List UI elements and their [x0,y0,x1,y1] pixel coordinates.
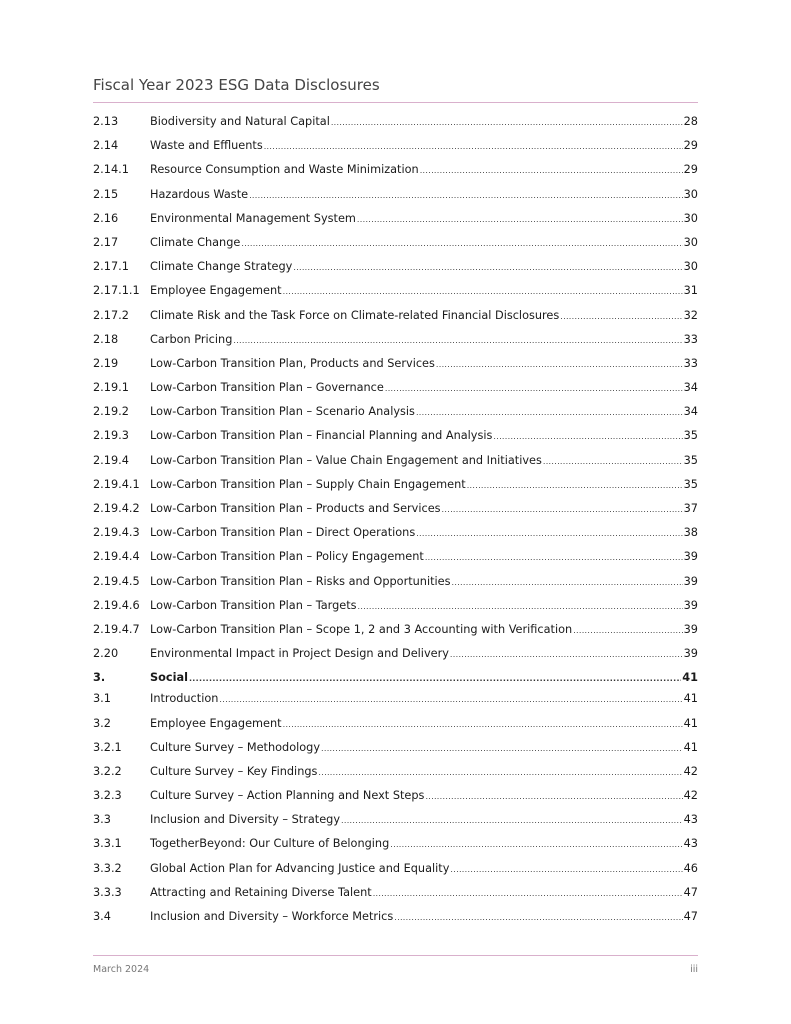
toc-entry-page: 47 [683,910,698,923]
page-header-title: Fiscal Year 2023 ESG Data Disclosures [93,76,380,94]
toc-entry-number: 2.17.2 [93,308,129,322]
toc-dot-leader [233,334,682,348]
toc-entry-title: Employee Engagement [150,716,282,730]
toc-entry[interactable] [93,163,698,187]
toc-entry-page: 39 [683,598,698,612]
toc-entry-number: 2.19.4 [93,453,129,467]
toc-entry-page: 38 [683,526,698,540]
toc-entry-page: 29 [683,139,698,153]
toc-entry-title: Low-Carbon Transition Plan – Products and Services [150,502,441,515]
toc-entry[interactable] [93,454,698,478]
toc-entry[interactable] [93,284,698,308]
toc-entry-title: Resource Consumption and Waste Minimization [150,163,419,177]
toc-entry-page: 43 [683,813,698,827]
toc-entry-number: 2.19.4.2 [93,502,140,515]
toc-entry-page: 30 [683,235,698,249]
toc-entry[interactable] [93,357,698,381]
toc-entry-number: 2.19.4.3 [93,526,140,540]
toc-dot-leader [416,406,683,420]
toc-dot-leader [318,766,682,780]
toc-dot-leader [436,358,683,372]
toc-dot-leader [293,261,682,275]
toc-entry-page: 31 [683,284,698,298]
toc-entry-number: 2.19.4.4 [93,550,140,564]
toc-entry[interactable] [93,115,698,139]
toc-entry[interactable] [93,550,698,574]
toc-entry[interactable] [93,309,698,333]
toc-entry-title: Inclusion and Diversity – Workforce Metrics [150,910,394,923]
toc-dot-leader [373,887,683,901]
toc-entry-title: Global Action Plan for Advancing Justice and Equality [150,861,450,875]
toc-entry-number: 2.13 [93,115,119,128]
toc-entry-page: 41 [683,716,698,730]
toc-dot-leader [358,600,683,614]
toc-dot-leader [341,814,683,828]
toc-entry-title: Employee Engagement [150,284,282,298]
footer-divider [93,955,698,956]
toc-entry[interactable] [93,429,698,453]
toc-dot-leader [283,285,683,299]
toc-dot-leader [241,237,682,251]
toc-entry[interactable] [93,862,698,886]
toc-dot-leader [543,455,683,469]
toc-dot-leader [450,648,683,662]
toc-entry[interactable] [93,526,698,550]
toc-entry-page: 39 [683,647,698,661]
toc-entry-page: 28 [683,115,698,128]
toc-dot-leader [219,693,682,707]
toc-entry-page: 33 [683,332,698,346]
toc-entry-title: Environmental Management System [150,211,356,225]
toc-entry[interactable] [93,910,698,934]
toc-entry-number: 2.18 [93,332,119,346]
toc-dot-leader [560,310,682,324]
toc-entry-title: Inclusion and Diversity – Strategy [150,813,341,827]
toc-entry[interactable] [93,236,698,260]
toc-entry-title: Social [150,671,188,685]
toc-dot-leader [385,382,683,396]
toc-entry-number: 2.19.4.5 [93,574,140,588]
toc-entry[interactable] [93,502,698,526]
toc-entry-page: 42 [683,789,698,803]
toc-entry[interactable] [93,765,698,789]
toc-dot-leader [442,503,683,517]
toc-entry[interactable] [93,139,698,163]
footer-date: March 2024 [93,964,150,975]
toc-entry-title: Culture Survey – Action Planning and Next Steps [150,789,425,803]
toc-entry-title: Low-Carbon Transition Plan – Supply Chain Engagement [150,477,466,491]
toc-entry-title: Carbon Pricing [150,332,233,346]
toc-entry-number: 2.19.3 [93,429,129,443]
toc-entry-title: Low-Carbon Transition Plan – Value Chain Engagement and Initiatives [150,453,542,467]
toc-entry-title: TogetherBeyond: Our Culture of Belonging [150,837,390,851]
toc-entry[interactable] [93,886,698,910]
toc-entry-title: Waste and Effluents [150,139,263,153]
toc-entry-page: 39 [683,622,698,636]
toc-dot-leader [573,624,682,638]
toc-entry[interactable] [93,599,698,623]
toc-entry[interactable] [93,789,698,813]
toc-entry-number: 3.3.1 [93,837,122,851]
toc-entry-number: 2.20 [93,647,119,661]
toc-dot-leader [425,551,683,565]
toc-entry-number: 2.17.1.1 [93,284,140,298]
toc-entry-number: 3.2 [93,716,111,730]
toc-entry-number: 2.19.2 [93,405,129,419]
toc-entry[interactable] [93,333,698,357]
toc-entry-page: 37 [683,502,698,515]
toc-entry-page: 30 [683,187,698,201]
toc-entry-number: 2.17.1 [93,260,129,274]
toc-entry-page: 41 [682,671,698,685]
toc-entry[interactable] [93,381,698,405]
toc-entry-page: 29 [683,163,698,177]
toc-entry[interactable] [93,188,698,212]
toc-dot-leader [493,430,682,444]
toc-entry-number: 3.3 [93,813,111,827]
toc-entry[interactable] [93,837,698,861]
toc-dot-leader [331,116,683,130]
toc-entry[interactable] [93,647,698,671]
toc-dot-leader [357,213,683,227]
toc-entry-title: Introduction [150,692,219,706]
toc-entry-title: Climate Change [150,235,241,249]
toc-dot-leader [390,838,682,852]
toc-entry-page: 39 [683,550,698,564]
toc-dot-leader [264,140,683,154]
toc-entry-number: 3.4 [93,910,111,923]
toc-entry-number: 3. [93,671,106,685]
toc-entry-number: 2.19.4.6 [93,598,140,612]
toc-dot-leader [394,911,682,925]
toc-entry-page: 35 [683,477,698,491]
header-divider [93,102,698,103]
toc-entry-page: 34 [683,405,698,419]
toc-entry-page: 33 [683,356,698,370]
toc-dot-leader [467,479,683,493]
toc-entry-number: 2.14.1 [93,163,129,177]
toc-entry-title: Low-Carbon Transition Plan – Governance [150,381,384,395]
toc-entry[interactable] [93,692,698,716]
toc-entry-page: 30 [683,260,698,274]
toc-entry-title: Low-Carbon Transition Plan – Policy Engagement [150,550,424,564]
toc-dot-leader [450,863,682,877]
toc-entry-number: 3.3.3 [93,885,122,899]
toc-entry[interactable] [93,212,698,236]
toc-entry[interactable] [93,260,698,284]
toc-entry-title: Low-Carbon Transition Plan – Scenario Analysis [150,405,415,419]
toc-entry-page: 35 [683,453,698,467]
toc-entry-title: Low-Carbon Transition Plan – Scope 1, 2 and 3 Accounting with Verification [150,622,573,636]
toc-dot-leader [452,576,683,590]
toc-entry-title: Culture Survey – Key Findings [150,764,318,778]
toc-entry-number: 2.19.4.7 [93,622,140,636]
toc-entry-page: 43 [683,837,698,851]
toc-entry-number: 2.14 [93,139,119,153]
toc-entry-number: 3.3.2 [93,861,122,875]
toc-entry-page: 35 [683,429,698,443]
toc-dot-leader [420,164,683,178]
toc-entry-page: 30 [683,211,698,225]
toc-entry-title: Low-Carbon Transition Plan – Risks and Opportunities [150,574,451,588]
toc-entry-number: 3.2.2 [93,764,122,778]
toc-entry-title: Hazardous Waste [150,187,249,201]
toc-entry-title: Low-Carbon Transition Plan – Financial Planning and Analysis [150,429,493,443]
toc-dot-leader [321,742,683,756]
toc-entry[interactable] [93,405,698,429]
toc-entry-title: Climate Risk and the Task Force on Climate-related Financial Disclosures [150,308,560,322]
toc-entry-number: 2.19.4.1 [93,477,140,491]
toc-entry-title: Biodiversity and Natural Capital [150,115,330,128]
toc-entry[interactable] [93,813,698,837]
toc-entry-title: Low-Carbon Transition Plan, Products and Services [150,356,435,370]
toc-entry-page: 39 [683,574,698,588]
toc-entry-number: 2.16 [93,211,119,225]
toc-dot-leader [189,672,681,686]
toc-entry[interactable] [93,478,698,502]
toc-entry-number: 2.17 [93,235,119,249]
table-of-contents [93,115,698,934]
toc-entry-title: Low-Carbon Transition Plan – Targets [150,598,357,612]
toc-entry-page: 32 [683,308,698,322]
toc-dot-leader [416,527,682,541]
toc-entry-title: Low-Carbon Transition Plan – Direct Operations [150,526,416,540]
toc-entry-number: 2.19.1 [93,381,129,395]
toc-dot-leader [283,718,683,732]
toc-entry-number: 2.19 [93,356,119,370]
toc-entry[interactable] [93,623,698,647]
toc-entry-page: 41 [683,740,698,754]
toc-entry[interactable] [93,671,698,692]
toc-entry[interactable] [93,717,698,741]
toc-entry-title: Climate Change Strategy [150,260,293,274]
footer-page-number: iii [690,964,698,975]
toc-entry-page: 46 [683,861,698,875]
toc-entry-number: 3.1 [93,692,111,706]
toc-entry-title: Culture Survey – Methodology [150,740,321,754]
toc-entry-number: 2.15 [93,187,119,201]
toc-dot-leader [425,790,682,804]
toc-entry-page: 34 [683,381,698,395]
toc-entry-number: 3.2.3 [93,789,122,803]
toc-entry[interactable] [93,741,698,765]
toc-entry-title: Attracting and Retaining Diverse Talent [150,885,372,899]
toc-entry[interactable] [93,575,698,599]
toc-entry-page: 47 [683,885,698,899]
toc-dot-leader [249,189,683,203]
toc-entry-title: Environmental Impact in Project Design and Delivery [150,647,449,661]
toc-entry-page: 42 [683,764,698,778]
toc-entry-page: 41 [683,692,698,706]
toc-entry-number: 3.2.1 [93,740,122,754]
